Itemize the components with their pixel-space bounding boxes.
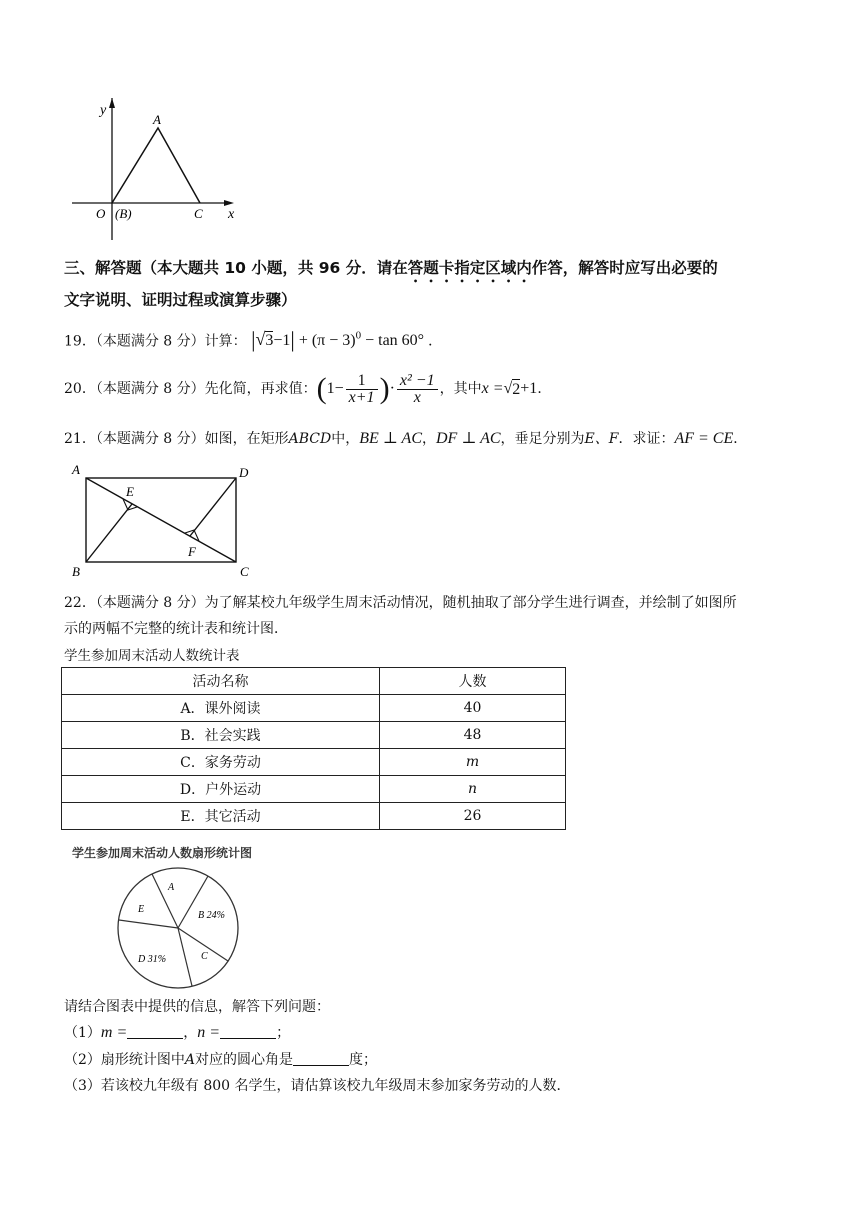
question-22-line2: 示的两幅不完整的统计表和统计图．	[64, 621, 288, 637]
pie-divider-cd	[178, 928, 192, 986]
table-header-row	[62, 668, 566, 695]
table-cell-count: 26	[380, 803, 566, 830]
point-b-label: (B)	[115, 206, 132, 221]
question-21: 21．（本题满分 8 分）如图，在矩形ABCD中，BE ⊥ AC，DF ⊥ AC，垂足分别为E、F．求证：AF = CE．	[64, 430, 748, 447]
table-row	[62, 803, 566, 830]
y-axis-label: y	[100, 103, 107, 118]
table-header-count: 人数	[380, 668, 566, 695]
rect-label-d: D	[239, 465, 249, 480]
table-cell-name: E．其它活动	[62, 803, 380, 830]
question-22-sub3: （3）若该校九年级有 800 名学生，请估算该校九年级周末参加家务劳动的人数．	[64, 1078, 571, 1094]
coordinate-graph	[64, 96, 254, 246]
table-cell-name: D．户外运动	[62, 776, 380, 803]
pie-chart-title: 学生参加周末活动人数扇形统计图	[72, 846, 253, 860]
question-22-line1: 22．（本题满分 8 分）为了解某校九年级学生周末活动情况，随机抽取了部分学生进行调查，并绘制了如图所	[64, 595, 737, 611]
table-header-activity: 活动名称	[62, 668, 380, 695]
question-19: 19．（本题满分 8 分）计算： $|√3-1| + (\pi - 3)^0 - \tan 60^\circ$ ．	[64, 327, 443, 353]
table-row	[62, 776, 566, 803]
point-c-label: C	[194, 206, 203, 221]
table-row	[62, 722, 566, 749]
table-cell-count: n	[380, 776, 566, 803]
table-cell-count: m	[380, 749, 566, 776]
table-title: 学生参加周末活动人数统计表	[64, 648, 240, 664]
pie-divider-de	[119, 920, 178, 928]
pie-label-d: D 31%	[138, 954, 167, 965]
pie-label-b: B 24%	[198, 910, 225, 921]
question-22-prompt: 请结合图表中提供的信息，解答下列问题：	[64, 999, 330, 1015]
rect-label-b: B	[72, 564, 80, 579]
rectangle-figure	[64, 460, 264, 582]
pie-chart	[112, 862, 244, 994]
table-row	[62, 695, 566, 722]
table-row	[62, 749, 566, 776]
rect-label-c: C	[240, 564, 249, 579]
rect-label-e: E	[126, 484, 134, 499]
table-cell-count: 40	[380, 695, 566, 722]
rect-label-f: F	[188, 544, 196, 559]
table-cell-name: B．社会实践	[62, 722, 380, 749]
pie-label-c: C	[201, 951, 208, 962]
origin-label: O	[96, 206, 106, 221]
rect-label-a: A	[72, 462, 80, 477]
table-cell-name: C．家务劳动	[62, 749, 380, 776]
question-22-sub1: （1）m = ，n = ；	[64, 1024, 291, 1041]
pie-label-e: E	[138, 904, 145, 915]
point-a-label: A	[153, 112, 161, 127]
answer-blank-m[interactable]	[127, 1024, 183, 1039]
answer-blank-n[interactable]	[220, 1024, 276, 1039]
table-cell-count: 48	[380, 722, 566, 749]
pie-label-a: A	[168, 882, 175, 893]
activity-table	[61, 667, 566, 830]
section-heading-line1: 三、解答题（本大题共 10 小题，共 96 分．请在答题卡指定区域内作答，解答时应写出必要的	[64, 259, 718, 277]
x-axis-label: x	[228, 207, 235, 222]
question-20: 20．（本题满分 8 分）先化简，再求值： ( 1− $\frac{1}{x+1}$ ) · $\frac{\text{x² −1}}{x}$ ，其中 x = √ 2 +1 ．	[64, 371, 552, 406]
section-heading-line2: 文字说明、证明过程或演算步骤）	[64, 291, 297, 309]
table-cell-name: A．课外阅读	[62, 695, 380, 722]
answer-blank-angle[interactable]	[293, 1051, 349, 1066]
question-22-sub2: （2）扇形统计图中A对应的圆心角是 度；	[64, 1052, 378, 1068]
